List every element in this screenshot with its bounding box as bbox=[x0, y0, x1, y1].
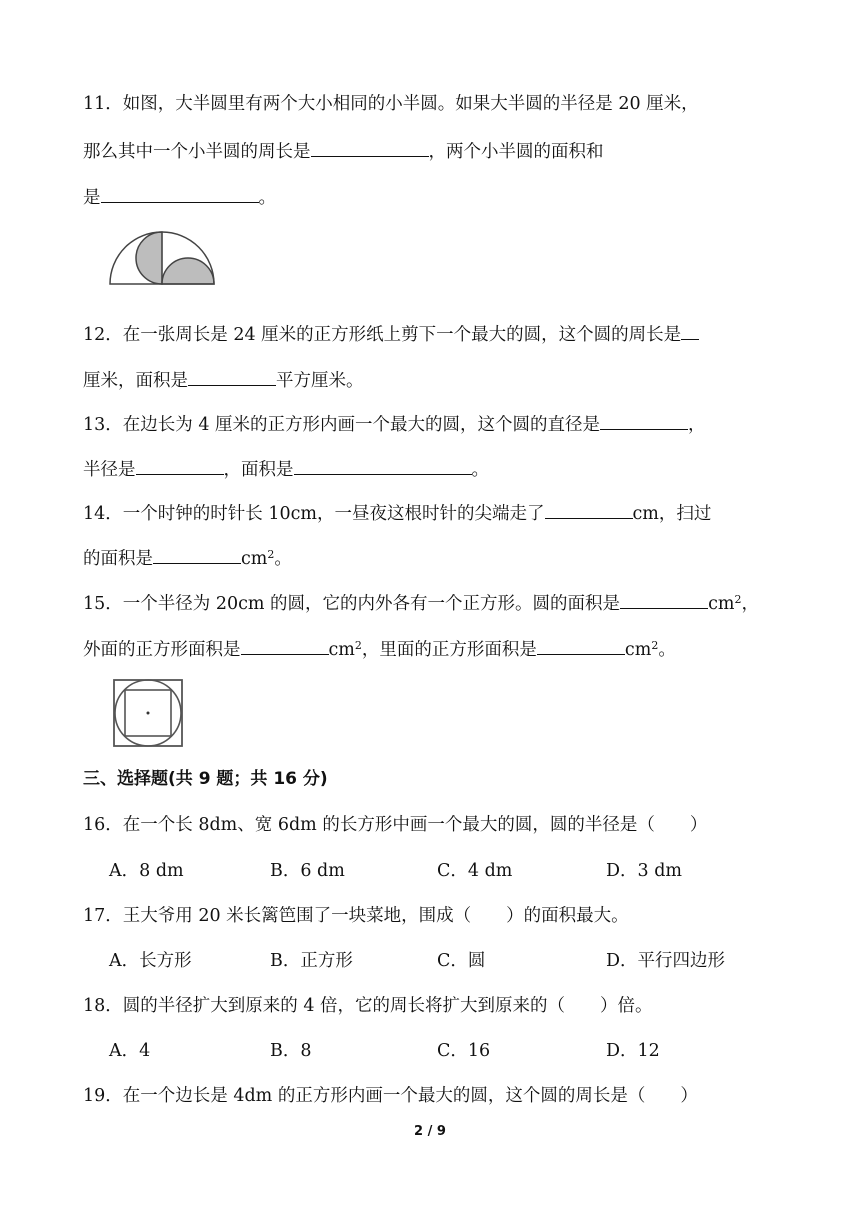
q15-line1: 15．一个半径为 20cm 的圆，它的内外各有一个正方形。圆的面积是 $cm^2$， bbox=[83, 590, 759, 616]
q14-line2: 的面积是 $cm^2$。 bbox=[83, 545, 292, 571]
q15-line2: 外面的正方形面积是 $cm^2$，里面的正方形面积是 $cm^2$。 bbox=[83, 636, 676, 662]
answer-blank[interactable] bbox=[681, 321, 699, 340]
q19-stem: 19．在一个边长是 4dm 的正方形内画一个最大的圆，这个圆的周长是（ ） bbox=[83, 1086, 698, 1106]
q12-line1: 12．在一张周长是 24 厘米的正方形纸上剪下一个最大的圆，这个圆的周长是 bbox=[83, 321, 699, 347]
q17-option-b[interactable]: B．正方形 bbox=[270, 951, 353, 971]
answer-blank[interactable] bbox=[294, 456, 472, 475]
q16-stem: 16．在一个长 8dm、宽 6dm 的长方形中画一个最大的圆，圆的半径是（ ） bbox=[83, 815, 708, 835]
q18-option-b[interactable]: B．8 bbox=[270, 1041, 312, 1061]
answer-blank[interactable] bbox=[545, 500, 633, 519]
q16-option-a[interactable]: A．8 dm bbox=[109, 861, 184, 881]
answer-blank[interactable] bbox=[600, 411, 688, 430]
q17-option-a[interactable]: A．长方形 bbox=[109, 951, 192, 971]
q13-line1: 13．在边长为 4 厘米的正方形内画一个最大的圆，这个圆的直径是 ， bbox=[83, 411, 706, 437]
answer-blank[interactable] bbox=[620, 590, 708, 609]
q11-line3: 是 。 bbox=[83, 184, 276, 210]
q16-option-c[interactable]: C．4 dm bbox=[437, 861, 513, 881]
q11-line2: 那么其中一个小半圆的周长是 ，两个小半圆的面积和 bbox=[83, 138, 604, 164]
section-heading: 三、选择题(共 9 题；共 16 分) bbox=[83, 769, 328, 789]
q11-line1: 11．如图，大半圆里有两个大小相同的小半圆。如果大半圆的半径是 20 厘米， bbox=[83, 94, 699, 114]
page-number: 2 / 9 bbox=[414, 1124, 446, 1139]
q17-option-c[interactable]: C．圆 bbox=[437, 951, 486, 971]
answer-blank[interactable] bbox=[311, 138, 429, 157]
q12-line2: 厘米，面积是 平方厘米。 bbox=[83, 367, 364, 393]
answer-blank[interactable] bbox=[241, 636, 329, 655]
q13-line2: 半径是 ，面积是 。 bbox=[83, 456, 489, 482]
answer-blank[interactable] bbox=[188, 367, 276, 386]
q17-stem: 17．王大爷用 20 米长篱笆围了一块菜地，围成（ ）的面积最大。 bbox=[83, 906, 629, 926]
q18-option-d[interactable]: D．12 bbox=[606, 1041, 660, 1061]
q17-option-d[interactable]: D．平行四边形 bbox=[606, 951, 726, 971]
answer-blank[interactable] bbox=[101, 184, 259, 203]
q18-stem: 18．圆的半径扩大到原来的 4 倍，它的周长将扩大到原来的（ ）倍。 bbox=[83, 996, 653, 1016]
circle-squares-figure bbox=[112, 678, 184, 748]
q18-option-c[interactable]: C．16 bbox=[437, 1041, 491, 1061]
answer-blank[interactable] bbox=[537, 636, 625, 655]
q16-option-b[interactable]: B．6 dm bbox=[270, 861, 345, 881]
q16-option-d[interactable]: D．3 dm bbox=[606, 861, 683, 881]
semicircle-figure bbox=[108, 228, 216, 286]
answer-blank[interactable] bbox=[136, 456, 224, 475]
q18-option-a[interactable]: A．4 bbox=[109, 1041, 151, 1061]
q14-line1: 14．一个时钟的时针长 10cm，一昼夜这根时针的尖端走了 cm，扫过 bbox=[83, 500, 711, 526]
answer-blank[interactable] bbox=[153, 545, 241, 564]
